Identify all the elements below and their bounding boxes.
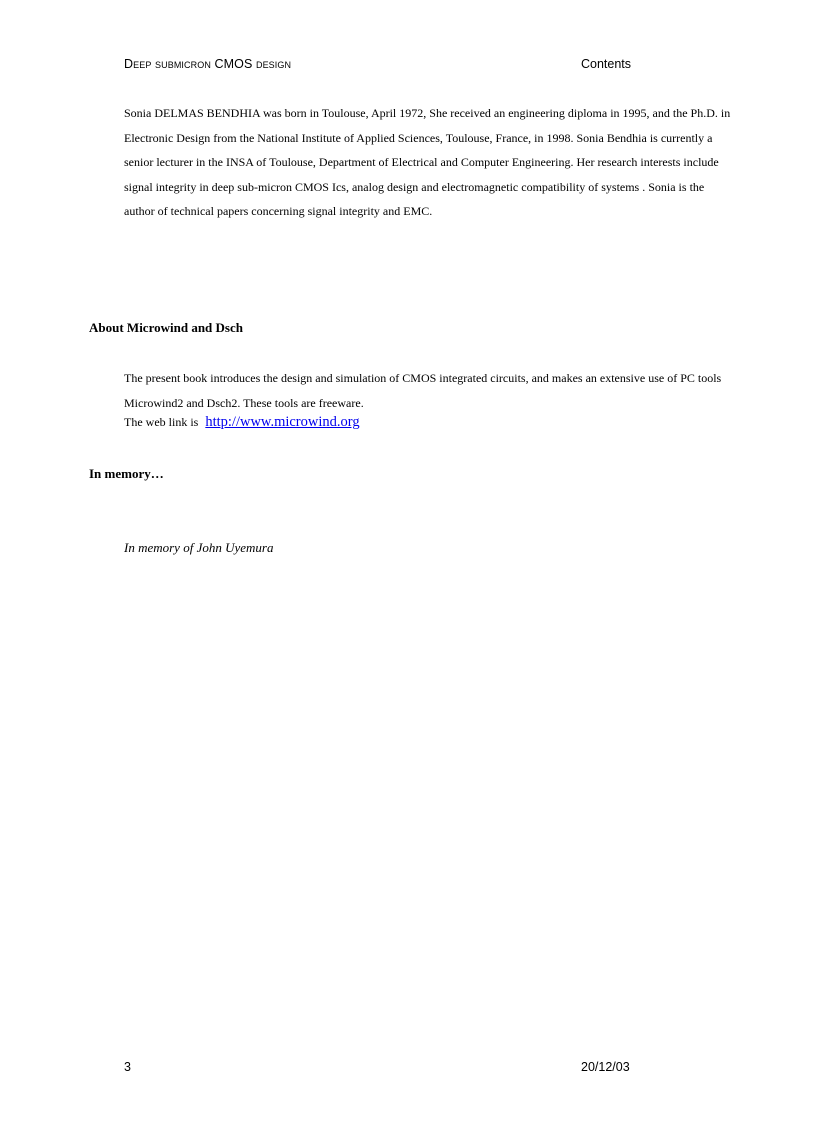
footer-date: 20/12/03 xyxy=(581,1060,630,1074)
memory-heading: In memory… xyxy=(89,466,164,481)
header-title-part1: eep submicron xyxy=(133,57,211,71)
web-link[interactable]: http://www.microwind.org xyxy=(205,414,360,430)
web-link-line xyxy=(124,414,360,431)
header-title-cmos: CMOS xyxy=(210,57,256,71)
about-heading: About Microwind and Dsch xyxy=(89,320,243,335)
page-number: 3 xyxy=(124,1060,131,1074)
web-link-label: The web link is xyxy=(124,415,199,429)
header-title-part2: design xyxy=(255,57,292,71)
running-header-section: Contents xyxy=(581,57,632,71)
running-header-title xyxy=(124,57,291,71)
about-paragraph: The present book introduces the design and simulation of CMOS integrated circuits, and makes an extensive use of PC tools Microwind2 and Dsch2. These tools are freeware. xyxy=(124,371,722,410)
author-bio-paragraph: Sonia DELMAS BENDHIA was born in Toulouse, April 1972, She received an engineering diploma in 1995, and the Ph.D. in Electronic Design from the National Institute of Applied Sciences, Toulouse, France, in 1998. Sonia Bendhia is currently a senior lecturer in the INSA of Toulouse, Department of Electrical and Computer Engineering. Her research interests include signal integrity in deep sub-micron CMOS Ics, analog design and electromagnetic compatibility of systems . Sonia is the author of technical papers concerning signal integrity and EMC. xyxy=(124,106,731,219)
header-title-initial: D xyxy=(124,57,134,71)
memory-dedication: In memory of John Uyemura xyxy=(124,540,274,555)
